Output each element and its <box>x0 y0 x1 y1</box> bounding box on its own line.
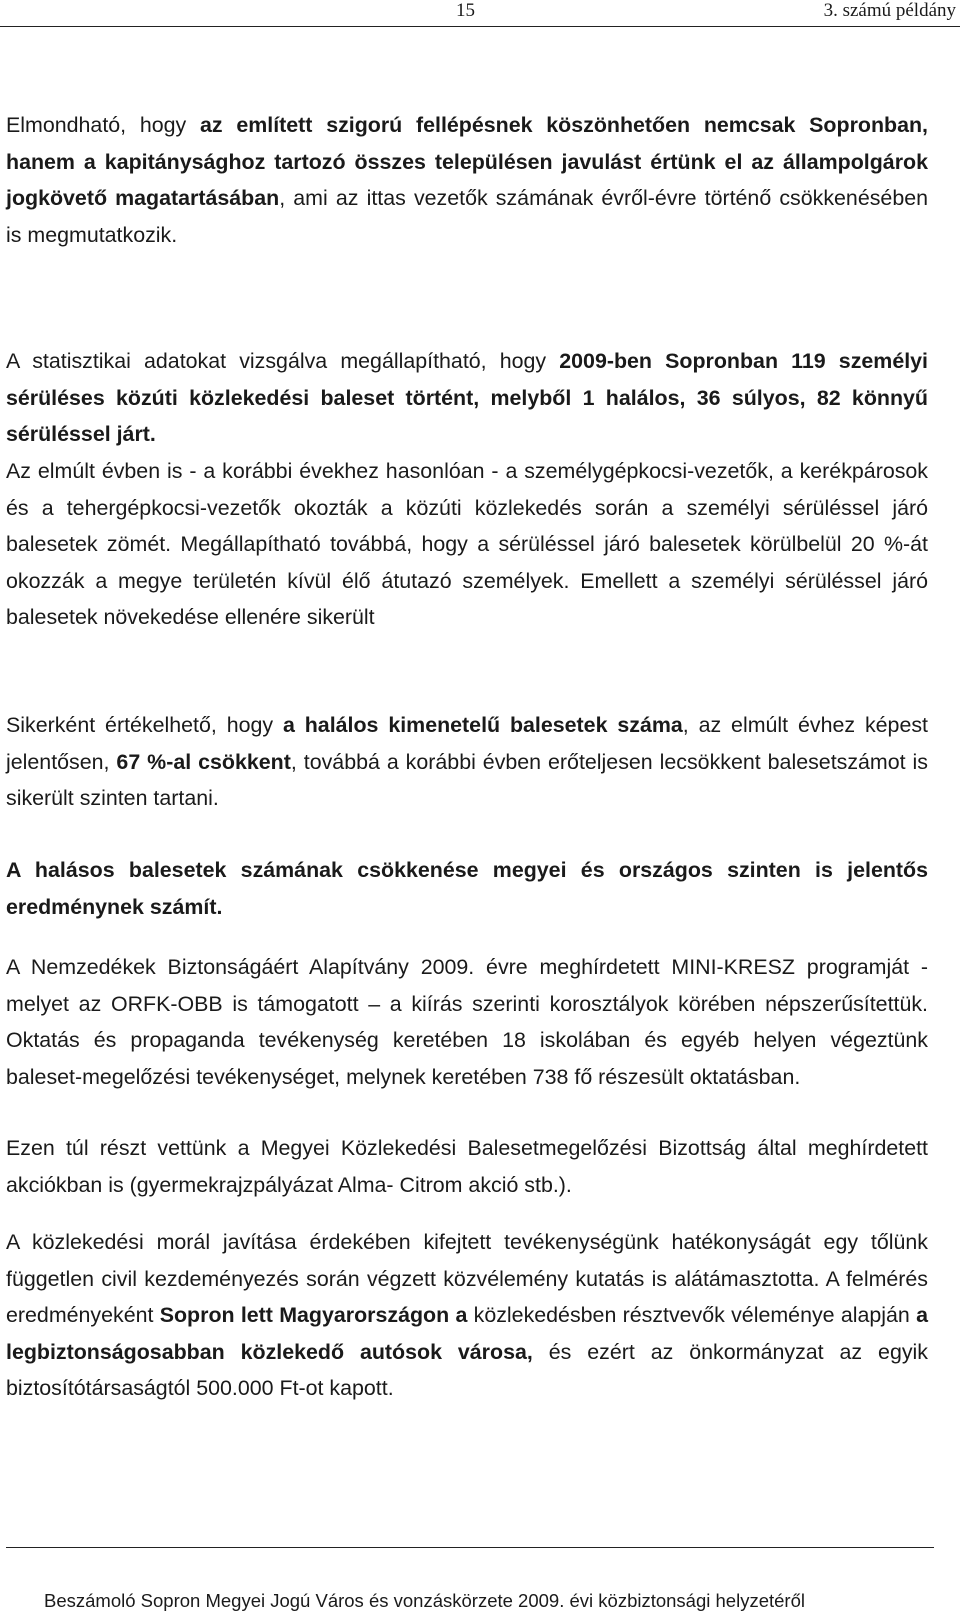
paragraph <box>6 1130 928 1203</box>
paragraph <box>6 343 928 453</box>
text-run: Elmondható, hogy <box>6 113 201 137</box>
bold-text-run: 2009-ben Sopronban 119 személyi sérüléses közúti közlekedési baleset történt, melyből 1 halálos, 36 súlyos, 82 könnyű sérüléssel járt. <box>6 349 928 446</box>
paragraph <box>6 707 928 817</box>
page-number: 15 <box>456 0 475 21</box>
text-run: , ami az ittas vezetők számának évről-évre történő csökkenésében is megmutatkozik. <box>6 186 929 247</box>
text-run: Ezen túl részt vettünk a Megyei Közlekedési Balesetmegelőzési Bizottság által meghírdetett akciókban is (gyermekrajzpályázat Alma- Citrom akció stb.). <box>6 1136 928 1197</box>
copy-label: 3. számú példány <box>823 0 956 21</box>
text-run: A statisztikai adatokat vizsgálva megállapítható, hogy <box>6 349 560 373</box>
bold-text-run: az említett szigorú fellépésnek köszönhetően nemcsak Sopronban, hanem a kapitánysághoz tartozó összes településen javulást értünk el az állampolgárok jogkövető magatartásában <box>6 113 928 210</box>
paragraph <box>6 107 928 253</box>
text-run: A közlekedési morál javítása érdekében kifejtett tevékenységünk hatékonyságát egy tőlünk független civil kezdeményezés során végzett közvélemény kutatás is alátámasztotta. A felmérés eredményeként <box>6 1230 928 1327</box>
bold-text-run: A halásos balesetek számának csökkenése megyei és országos szinten is jelentős eredménynek számít. <box>6 858 928 919</box>
bold-text-run: 67 %-al csökkent <box>116 749 291 774</box>
page-footer: Beszámoló Sopron Megyei Jogú Város és vonzáskörzete 2009. évi közbiztonsági helyzetéről <box>44 1590 805 1611</box>
bold-text-run: a legbiztonságosabban közlekedő autósok városa, <box>6 1303 928 1364</box>
text-run: , az elmúlt évhez képest jelentősen, <box>6 713 928 774</box>
text-run: Az elmúlt évben is - a korábbi évekhez hasonlóan - a személygépkocsi-vezetők, a kerékpárosok és a tehergépkocsi-vezetők okozták a közúti közlekedés során a személyi sérüléssel járó balesetek zömét. Megállapítható továbbá, hogy a sérüléssel járó balesetek körülbelül 20 %-át okozzák a megye területén kívül élő átutazó személyek. Emellett a személyi sérüléssel járó balesetek növekedése ellenére sikerült <box>6 459 928 629</box>
text-run: és ezért az önkormányzat az egyik biztosítótársaságtól 500.000 Ft-ot kapott. <box>6 1339 928 1400</box>
paragraph <box>6 852 928 925</box>
bold-text-run: a halálos kimenetelű balesetek száma <box>282 713 683 737</box>
header-rule <box>0 26 960 27</box>
paragraph <box>6 453 928 636</box>
text-run: A Nemzedékek Biztonságáért Alapítvány 2009. évre meghírdetett MINI-KRESZ programját - melyet az ORFK-OBB is támogatott – a kiírás szerinti korosztályok körében népszerűsítettük. Oktatás és propaganda tevékenység keretében 18 iskolában és egyéb helyen végeztünk baleset-megelőzési tevékenységet, melynek keretében 738 fő részesült oktatásban. <box>6 955 928 1089</box>
paragraph <box>6 1224 928 1407</box>
footer-rule <box>6 1547 934 1548</box>
page-header <box>0 0 960 26</box>
text-run: Sikerként értékelhető, hogy <box>6 713 283 737</box>
text-run: , továbbá a korábbi évben erőteljesen lecsökkent balesetszámot is sikerült szinten tartani. <box>6 749 928 810</box>
text-run: közlekedésben résztvevők véleménye alapján <box>467 1303 917 1327</box>
paragraph <box>6 949 928 1095</box>
bold-text-run: Sopron lett Magyarországon a <box>159 1303 468 1327</box>
